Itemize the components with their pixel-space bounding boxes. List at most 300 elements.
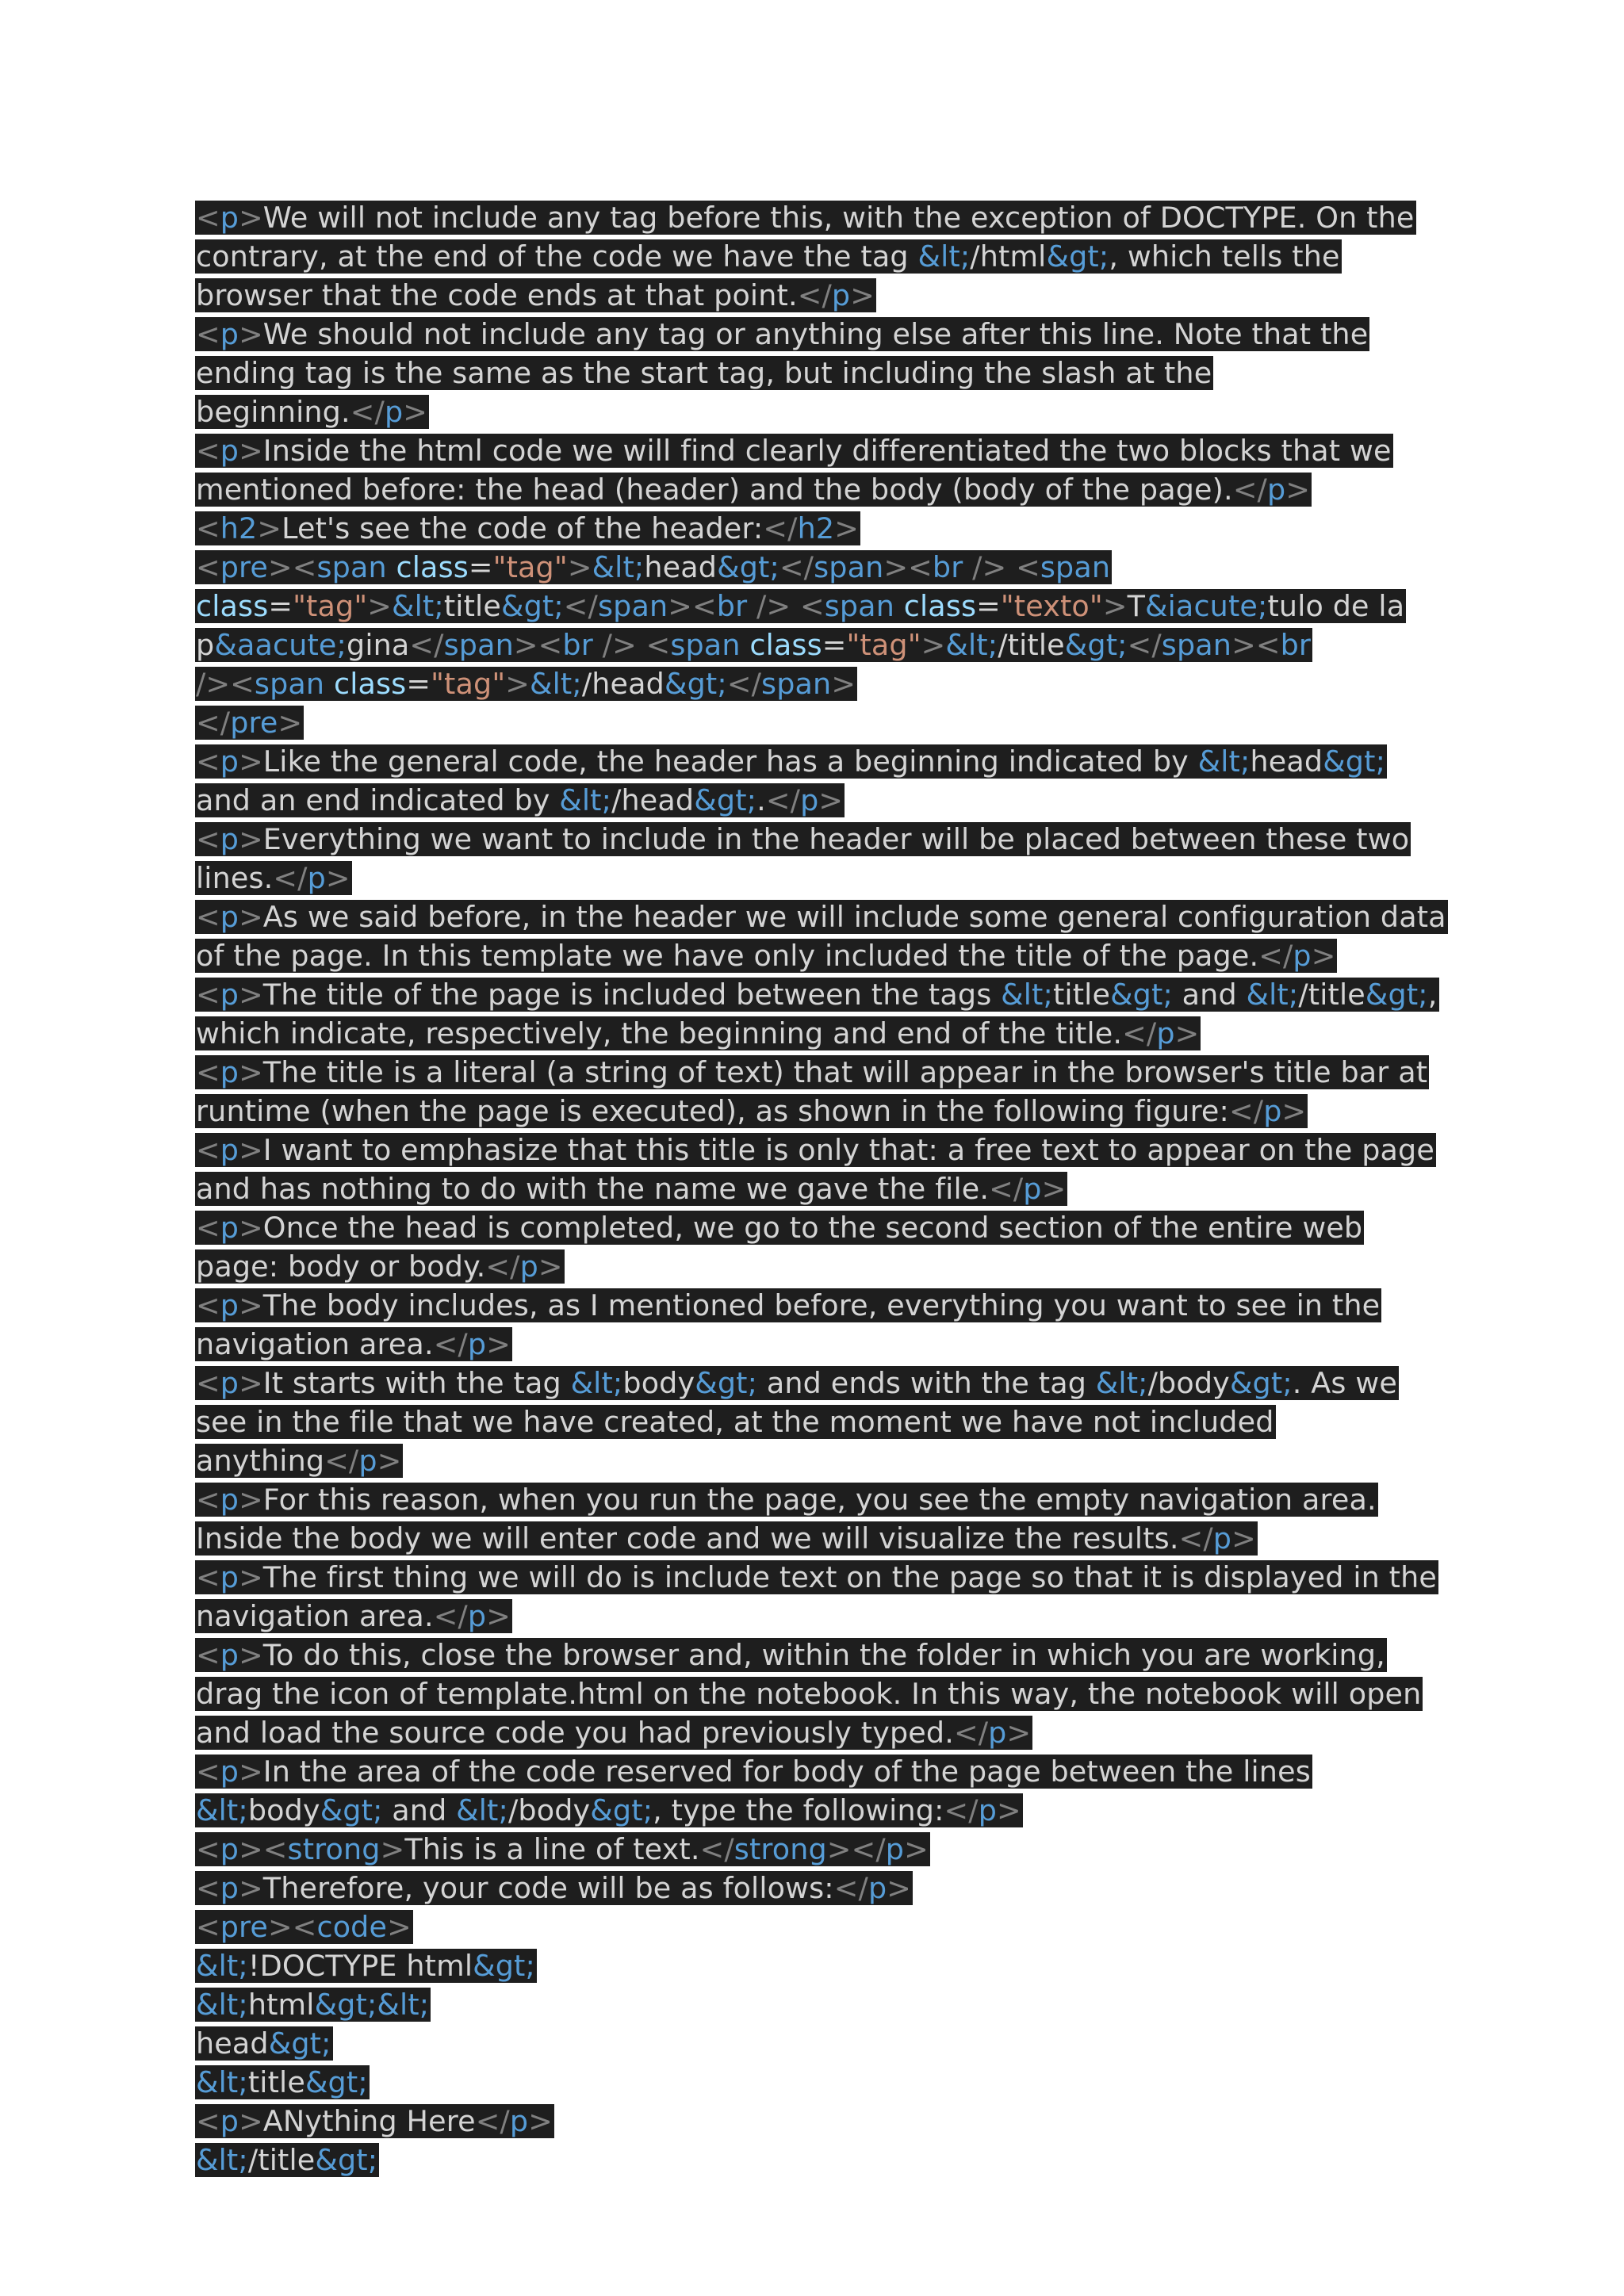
code-token: </	[273, 861, 308, 895]
code-token: span	[254, 667, 325, 701]
code-token: ><	[513, 628, 563, 662]
code-token: and an end indicated by	[196, 783, 560, 817]
code-token: of the page. In this template we have only included the title of the page.	[196, 939, 1259, 973]
code-token: >	[239, 1560, 263, 1594]
highlighted-line-text	[195, 1677, 1423, 1711]
code-token: &gt;	[717, 550, 779, 584]
code-token: br	[1280, 628, 1312, 662]
code-token: p	[220, 1755, 239, 1789]
code-token: </	[485, 1249, 520, 1284]
code-token: p	[885, 1832, 905, 1866]
code-token: <	[196, 317, 220, 351]
code-token: &lt;	[945, 628, 998, 662]
code-token: "tag"	[846, 628, 921, 662]
code-token: </	[726, 667, 762, 701]
code-token: "tag"	[492, 550, 568, 584]
code-token: ></	[826, 1832, 886, 1866]
code-token: /><	[196, 667, 255, 701]
code-token: /title	[247, 2143, 316, 2177]
highlighted-line-text	[195, 356, 1213, 390]
highlighted-line-text	[195, 1521, 1258, 1556]
code-token: p	[1023, 1172, 1042, 1206]
code-token: T	[1127, 589, 1146, 623]
code-line	[195, 276, 1432, 315]
code-token: </	[1127, 628, 1162, 662]
highlighted-line-text	[195, 1832, 930, 1866]
highlighted-line-text	[195, 550, 1112, 584]
code-token	[963, 550, 972, 584]
code-token: >	[239, 1366, 263, 1400]
code-line	[195, 1752, 1432, 1791]
code-token: &aacute;	[214, 628, 347, 662]
code-token: span	[761, 667, 832, 701]
code-token: p	[509, 2104, 529, 2138]
code-token: p	[307, 861, 326, 895]
code-token: p	[220, 1055, 239, 1089]
code-token: >	[1006, 1716, 1032, 1750]
code-token: p	[220, 1366, 239, 1400]
code-token: span	[443, 628, 514, 662]
code-token: class	[196, 589, 269, 623]
code-token: I want to emphasize that this title is only that: a free text to appear on the page	[262, 1133, 1434, 1167]
code-token: >	[278, 706, 303, 740]
code-token	[1006, 550, 1016, 584]
code-line	[195, 198, 1432, 237]
code-token: "tag"	[293, 589, 368, 623]
code-token: >	[239, 201, 263, 235]
code-token: </	[324, 1444, 359, 1478]
code-token: /title	[998, 628, 1065, 662]
code-line	[195, 1208, 1432, 1247]
code-token: p	[1156, 1016, 1175, 1050]
code-token: runtime (when the page is executed), as shown in the following figure:	[196, 1094, 1229, 1128]
highlighted-line-text	[195, 783, 845, 817]
code-token: >	[239, 1055, 263, 1089]
code-token: page: body or body.	[196, 1249, 486, 1284]
code-token: pre	[220, 1910, 269, 1944]
code-token: >	[528, 2104, 553, 2138]
code-token: </	[1122, 1016, 1157, 1050]
code-token: />	[756, 589, 791, 623]
code-token: &gt;	[1046, 239, 1109, 274]
code-token: .	[756, 783, 766, 817]
code-token: <	[196, 511, 220, 545]
code-token: class	[396, 550, 469, 584]
code-token: <	[196, 201, 220, 235]
code-token: </	[989, 1172, 1024, 1206]
code-token: &gt;	[1110, 978, 1173, 1012]
code-token: <	[196, 550, 220, 584]
code-token: >	[904, 1832, 929, 1866]
code-token: ><	[1231, 628, 1281, 662]
code-token: ><	[268, 550, 317, 584]
code-token: span	[814, 550, 884, 584]
code-line	[195, 548, 1432, 587]
code-token: >	[239, 1871, 263, 1905]
highlighted-line-text	[195, 1288, 1381, 1322]
code-token: We should not include any tag or anything else after this line. Note that the	[262, 317, 1369, 351]
code-line	[195, 1131, 1432, 1169]
code-line	[195, 742, 1432, 781]
code-token: body	[247, 1793, 320, 1827]
code-line	[195, 897, 1446, 936]
code-token: head	[644, 550, 718, 584]
code-token: anything	[196, 1444, 325, 1478]
code-token: lines.	[196, 861, 274, 895]
highlighted-line-text	[195, 706, 304, 740]
code-line	[195, 2063, 1432, 2102]
code-token: &lt;	[456, 1793, 508, 1827]
code-token: &lt;	[196, 1949, 248, 1983]
code-token: p	[988, 1716, 1007, 1750]
code-token: ><	[668, 589, 717, 623]
code-token: !DOCTYPE html	[247, 1949, 473, 1983]
code-token: />	[602, 628, 637, 662]
code-token: navigation area.	[196, 1327, 434, 1361]
highlighted-line-text	[195, 278, 876, 312]
code-token	[747, 589, 756, 623]
code-token: >	[325, 861, 350, 895]
highlighted-line-text	[195, 628, 1312, 662]
code-token: <	[196, 1560, 220, 1594]
code-token: &gt;&lt;	[314, 1988, 430, 2022]
code-token: >	[486, 1327, 511, 1361]
code-token: span	[1161, 628, 1232, 662]
code-token: &gt;	[1229, 1366, 1293, 1400]
code-token: &lt;	[1095, 1366, 1148, 1400]
code-line	[195, 2024, 1432, 2063]
code-token: ANything Here	[262, 2104, 476, 2138]
code-token: Let's see the code of the header:	[282, 511, 764, 545]
code-line	[195, 1480, 1432, 1519]
code-token: This is a line of text.	[404, 1832, 700, 1866]
code-token: p	[1293, 939, 1312, 973]
code-token: >	[239, 1755, 263, 1789]
code-token: &gt;	[665, 667, 727, 701]
code-token	[791, 589, 800, 623]
code-token: p	[868, 1871, 887, 1905]
code-token: </	[409, 628, 444, 662]
code-token: p	[384, 395, 404, 429]
code-token: pre	[220, 550, 269, 584]
code-token: >	[505, 667, 530, 701]
highlighted-line-text	[195, 939, 1337, 973]
code-token: head	[1250, 744, 1323, 779]
code-token: p	[220, 1832, 239, 1866]
highlighted-line-text	[195, 1016, 1201, 1050]
code-token: >	[239, 744, 263, 779]
code-token: >	[239, 978, 263, 1012]
code-token: p	[831, 278, 851, 312]
code-token: ending tag is the same as the start tag, but including the slash at the	[196, 356, 1212, 390]
code-token: >	[403, 395, 427, 429]
code-token: <	[196, 1638, 220, 1672]
code-token: p	[220, 1871, 239, 1905]
code-token: &gt;	[1365, 978, 1428, 1012]
code-token: >	[239, 1483, 263, 1517]
code-token: It starts with the tag	[262, 1366, 571, 1400]
code-token: </	[433, 1327, 468, 1361]
highlighted-line-text	[195, 1249, 565, 1284]
code-document	[195, 198, 1446, 2179]
code-token	[387, 550, 396, 584]
code-token: >	[1174, 1016, 1200, 1050]
code-token: title	[1052, 978, 1111, 1012]
highlighted-line-text	[195, 1949, 537, 1983]
code-token: >	[1311, 939, 1336, 973]
code-token: code	[316, 1910, 388, 1944]
code-token: br	[716, 589, 748, 623]
code-token: =	[976, 589, 1001, 623]
highlighted-line-text	[195, 1172, 1067, 1206]
code-token: p	[358, 1444, 377, 1478]
highlighted-line-text	[195, 239, 1342, 274]
code-token: ><	[239, 1832, 288, 1866]
code-token: ><	[883, 550, 933, 584]
code-token: strong	[287, 1832, 381, 1866]
code-token: >	[380, 1832, 405, 1866]
code-token: <	[196, 1832, 220, 1866]
highlighted-line-text	[195, 1133, 1436, 1167]
code-token: &lt;	[559, 783, 612, 817]
code-line	[195, 1713, 1432, 1752]
code-token: p	[800, 783, 819, 817]
highlighted-line-text	[195, 1211, 1364, 1245]
code-token: >	[239, 1638, 263, 1672]
code-token: &lt;	[1197, 744, 1251, 779]
code-line	[195, 1053, 1432, 1092]
code-token: &iacute;	[1145, 589, 1268, 623]
code-line	[195, 1092, 1432, 1131]
code-token: =	[268, 589, 293, 623]
code-token: title	[247, 2065, 305, 2099]
code-line	[195, 1558, 1438, 1597]
code-line	[195, 1597, 1432, 1636]
highlighted-line-text	[195, 861, 352, 895]
code-token: &gt;	[304, 2065, 368, 2099]
code-line	[195, 587, 1432, 626]
code-token: Therefore, your code will be as follows:	[262, 1871, 834, 1905]
code-token: &lt;	[196, 2065, 248, 2099]
code-line	[195, 1014, 1432, 1053]
code-token: p	[220, 978, 239, 1012]
code-line	[195, 1402, 1432, 1441]
code-token: >	[887, 1871, 911, 1905]
code-token: h2	[797, 511, 835, 545]
code-token: see in the file that we have created, at the moment we have not included	[196, 1405, 1274, 1439]
code-token: >	[239, 1211, 263, 1245]
code-token: <	[196, 822, 220, 856]
code-token: &gt;	[268, 2026, 331, 2061]
code-token: <	[196, 1755, 220, 1789]
code-token: and load the source code you had previously typed.	[196, 1716, 954, 1750]
code-token: =	[822, 628, 847, 662]
code-token: <	[196, 1910, 220, 1944]
code-token: &lt;	[196, 1988, 248, 2022]
code-line	[195, 2141, 1432, 2179]
code-token: Everything we want to include in the header will be placed between these two	[262, 822, 1410, 856]
code-token: >	[239, 317, 263, 351]
code-token: >	[1281, 1094, 1307, 1128]
code-token: <	[1016, 550, 1040, 584]
code-token: >	[834, 511, 859, 545]
code-token: </	[1232, 473, 1267, 507]
code-token: >	[239, 1133, 263, 1167]
highlighted-line-text	[195, 434, 1393, 468]
code-line	[195, 237, 1432, 276]
highlighted-line-text	[195, 2104, 554, 2138]
code-token: <	[196, 2104, 220, 2138]
code-line	[195, 975, 1438, 1014]
code-token: class	[333, 667, 407, 701]
highlighted-line-text	[195, 589, 1406, 623]
code-token: contrary, at the end of the code we have the tag	[196, 239, 918, 274]
code-line	[195, 1908, 1432, 1946]
code-token: p	[1263, 1094, 1282, 1128]
code-token: <	[799, 589, 825, 623]
code-token: The first thing we will do is include text on the page so that it is displayed in the	[262, 1560, 1438, 1594]
code-token: Inside the body we will enter code and we will visualize the results.	[196, 1521, 1179, 1556]
code-line	[195, 664, 1432, 703]
code-token: navigation area.	[196, 1599, 434, 1633]
code-token: The title is a literal (a string of text) that will appear in the browser's title bar at	[262, 1055, 1428, 1089]
code-token: <	[196, 1288, 220, 1322]
code-line	[195, 820, 1432, 859]
highlighted-line-text	[195, 511, 860, 545]
code-token: gina	[347, 628, 410, 662]
code-token: </	[944, 1793, 979, 1827]
code-token: In the area of the code reserved for body of the page between the lines	[262, 1755, 1311, 1789]
code-token: pre	[230, 706, 278, 740]
code-line	[195, 1791, 1432, 1830]
code-token: >	[1041, 1172, 1067, 1206]
code-line	[195, 781, 1432, 820]
code-token: >	[831, 667, 856, 701]
code-line	[195, 470, 1432, 509]
highlighted-line-text	[195, 744, 1387, 779]
highlighted-line-text	[195, 822, 1411, 856]
code-token: /title	[1298, 978, 1365, 1012]
code-token: p	[220, 744, 239, 779]
code-line	[195, 315, 1432, 354]
code-token: p	[220, 1560, 239, 1594]
code-token: /body	[1147, 1366, 1230, 1400]
code-token: /html	[970, 239, 1047, 274]
code-token: >	[367, 589, 393, 623]
highlighted-line-text	[195, 317, 1369, 351]
code-token: </	[763, 511, 798, 545]
code-line	[195, 626, 1432, 664]
code-token: &gt;	[320, 1793, 383, 1827]
highlighted-line-text	[195, 473, 1312, 507]
code-token: class	[903, 589, 977, 623]
code-token: </	[475, 2104, 510, 2138]
highlighted-line-text	[195, 1366, 1399, 1400]
code-token: span	[316, 550, 387, 584]
code-token: p	[220, 317, 239, 351]
code-line	[195, 1946, 1432, 1985]
code-token: />	[972, 550, 1007, 584]
code-token: </	[765, 783, 801, 817]
code-token: >	[1231, 1521, 1256, 1556]
highlighted-line-text	[195, 1910, 413, 1944]
code-token: p	[220, 900, 239, 934]
code-token: p	[220, 2104, 239, 2138]
code-token: beginning.	[196, 395, 350, 429]
code-token: &gt;	[695, 1366, 758, 1400]
code-token: >	[1285, 473, 1311, 507]
highlighted-line-text	[195, 978, 1439, 1012]
code-token: and	[1172, 978, 1247, 1012]
code-token: </	[1229, 1094, 1264, 1128]
code-token: p	[1267, 473, 1286, 507]
code-token: drag the icon of template.html on the notebook. In this way, the notebook will open	[196, 1677, 1422, 1711]
code-token: For this reason, when you run the page, you see the empty navigation area.	[262, 1483, 1377, 1517]
code-token: <	[196, 900, 220, 934]
code-token: p	[196, 628, 215, 662]
highlighted-line-text	[195, 1638, 1387, 1672]
code-token: and	[382, 1793, 457, 1827]
code-token: ,	[1427, 978, 1438, 1012]
code-token: ><	[268, 1910, 317, 1944]
code-token: /body	[508, 1793, 591, 1827]
code-line	[195, 703, 1432, 742]
code-token: </	[779, 550, 814, 584]
code-line	[195, 1286, 1432, 1325]
highlighted-line-text	[195, 1327, 512, 1361]
code-line	[195, 1364, 1432, 1402]
code-token: mentioned before: the head (header) and the body (body of the page).	[196, 473, 1233, 507]
code-line	[195, 1325, 1432, 1364]
code-token: title	[443, 589, 501, 623]
code-line	[195, 392, 1432, 431]
code-token: h2	[220, 511, 258, 545]
code-token: <	[645, 628, 671, 662]
code-token: <	[196, 1366, 220, 1400]
code-token: </	[797, 278, 832, 312]
code-token: >	[239, 434, 263, 468]
code-token: >	[486, 1599, 511, 1633]
code-token: p	[220, 1483, 239, 1517]
code-token: =	[406, 667, 431, 701]
code-token: span	[670, 628, 741, 662]
code-token: >	[239, 2104, 263, 2138]
code-token: >	[567, 550, 592, 584]
code-token: </	[833, 1871, 868, 1905]
code-line	[195, 1247, 1432, 1286]
code-token: span	[824, 589, 894, 623]
code-token: <	[196, 978, 220, 1012]
code-token: &lt;	[196, 2143, 248, 2177]
highlighted-line-text	[195, 1599, 512, 1633]
code-token: </	[1178, 1521, 1213, 1556]
code-token: Inside the html code we will find clearly differentiated the two blocks that we	[262, 434, 1392, 468]
code-token: >	[239, 1288, 263, 1322]
code-token: >	[850, 278, 875, 312]
highlighted-line-text	[195, 1988, 431, 2022]
code-token: p	[519, 1249, 538, 1284]
code-token: which indicate, respectively, the beginning and end of the title.	[196, 1016, 1123, 1050]
code-token: , which tells the	[1109, 239, 1340, 274]
code-line	[195, 1519, 1432, 1558]
code-token: /head	[581, 667, 665, 701]
code-token: , type the following:	[653, 1793, 944, 1827]
code-token: >	[997, 1793, 1021, 1827]
code-line	[195, 859, 1432, 897]
code-token: &lt;	[917, 239, 971, 274]
code-token: <	[196, 1133, 220, 1167]
highlighted-line-text	[195, 1094, 1308, 1128]
